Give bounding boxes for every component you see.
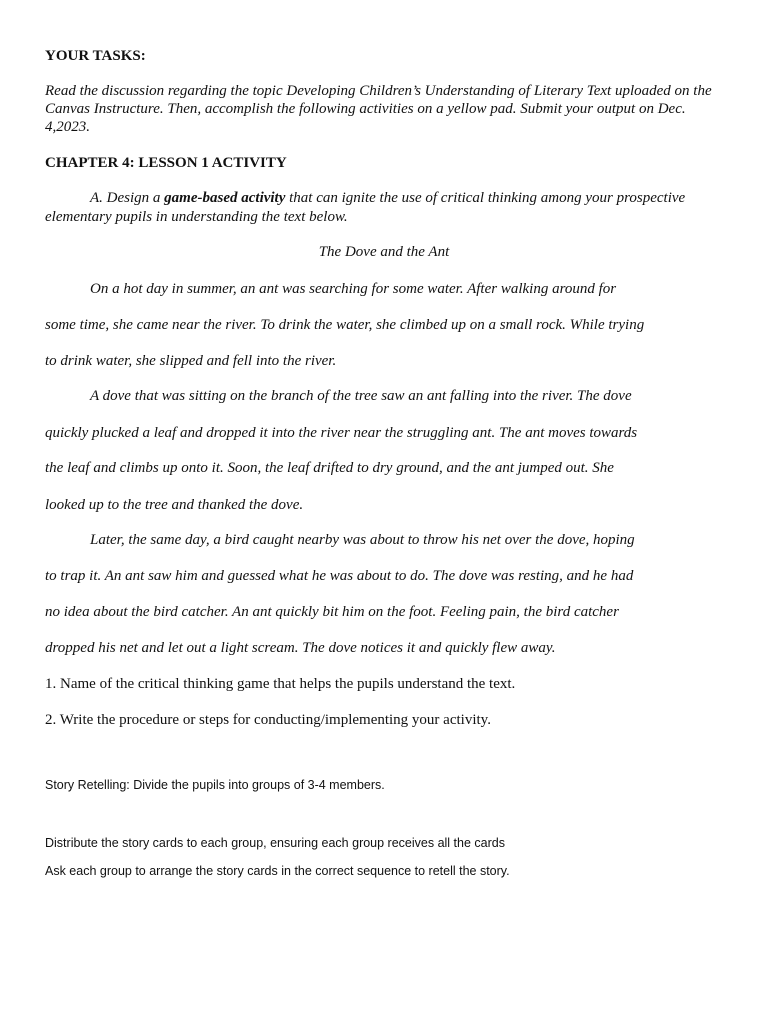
activity-a-prefix: A. Design a [90,190,165,206]
activity-a-line-2: elementary pupils in understanding the text below. [45,209,348,225]
answer-line: Ask each group to arrange the story cards in the correct sequence to retell the story. [45,864,510,878]
chapter-heading: CHAPTER 4: LESSON 1 ACTIVITY [45,155,287,171]
activity-a-suffix: that can ignite the use of critical thinking among your prospective [285,190,686,206]
activity-a-line-1 [90,189,685,207]
activity-a-bold: game-based activity [164,190,286,206]
instruction-line-1: Read the discussion regarding the topic Developing Children’s Understanding of Literary Text uploaded on the [45,83,712,99]
instruction-line-2: Canvas Instructure. Then, accomplish the following activities on a yellow pad. Submit your output on Dec. [45,101,686,117]
question-2: 2. Write the procedure or steps for conducting/implementing your activity. [45,712,491,728]
story-line: quickly plucked a leaf and dropped it into the river near the struggling ant. The ant moves towards [45,425,638,441]
story-line: Later, the same day, a bird caught nearby was about to throw his net over the dove, hoping [90,532,635,548]
story-line: no idea about the bird catcher. An ant quickly bit him on the foot. Feeling pain, the bird catcher [45,604,619,620]
answer-line: Story Retelling: Divide the pupils into groups of 3-4 members. [45,778,385,792]
story-line: looked up to the tree and thanked the dove. [45,497,304,513]
your-tasks-heading: YOUR TASKS: [45,48,146,64]
story-line: A dove that was sitting on the branch of the tree saw an ant falling into the river. The dove [90,388,632,404]
story-line: some time, she came near the river. To drink the water, she climbed up on a small rock. While trying [45,317,645,333]
question-1: 1. Name of the critical thinking game that helps the pupils understand the text. [45,676,516,692]
story-line: On a hot day in summer, an ant was searching for some water. After walking around for [90,281,617,297]
story-line: dropped his net and let out a light scream. The dove notices it and quickly flew away. [45,640,556,656]
story-title: The Dove and the Ant [318,244,450,260]
story-line: to trap it. An ant saw him and guessed what he was about to do. The dove was resting, and he had [45,568,634,584]
instruction-line-3: 4,2023. [45,119,90,135]
answer-line: Distribute the story cards to each group, ensuring each group receives all the cards [45,836,505,850]
story-line: the leaf and climbs up onto it. Soon, the leaf drifted to dry ground, and the ant jumped out. She [45,460,614,476]
story-line: to drink water, she slipped and fell into the river. [45,353,337,369]
